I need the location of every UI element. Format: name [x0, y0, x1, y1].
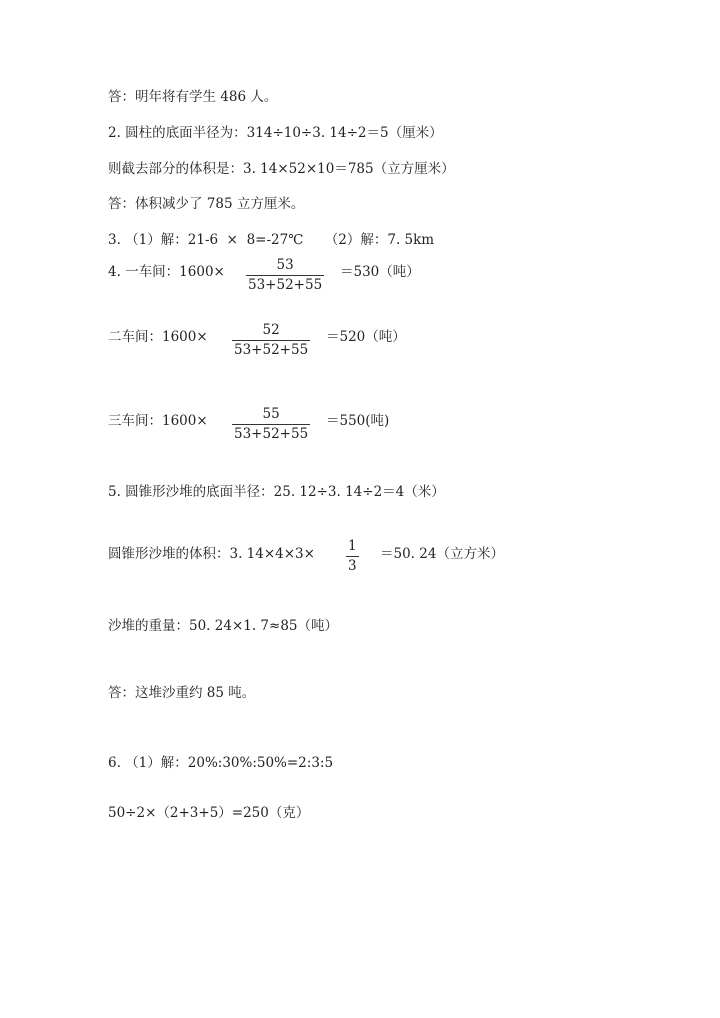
- q4-fraction-2: [232, 322, 310, 359]
- q6-ratio: 6. （1）解：20%:30%:50%=2:3:5: [108, 755, 334, 771]
- q6-calculation: 50÷2×（2+3+5）=250（克）: [108, 805, 310, 821]
- q2-volume: 则截去部分的体积是：3. 14×52×10＝785（立方厘米）: [108, 161, 455, 177]
- fraction-denominator: 53+52+55: [234, 426, 309, 442]
- fraction-bar: [232, 424, 310, 425]
- q5-volume-result: ＝50. 24（立方米）: [380, 546, 504, 562]
- fraction-denominator: 53+52+55: [234, 342, 309, 358]
- q5-weight: 沙堆的重量：50. 24×1. 7≈85（吨）: [108, 618, 339, 634]
- answer-students: 答：明年将有学生 486 人。: [108, 89, 278, 105]
- fraction-numerator: 52: [262, 322, 280, 338]
- q4-workshop1-result: ＝530（吨）: [340, 264, 420, 280]
- q5-radius: 5. 圆锥形沙堆的底面半径：25. 12÷3. 14÷2＝4（米）: [108, 484, 445, 500]
- q2-radius: 2. 圆柱的底面半径为：314÷10÷3. 14÷2＝5（厘米）: [108, 125, 443, 141]
- q5-volume-label: 圆锥形沙堆的体积：3. 14×4×3×: [108, 546, 315, 562]
- q4-workshop1-label: 4. 一车间：1600×: [108, 264, 225, 280]
- q5-fraction-third: [346, 538, 359, 575]
- q4-workshop3-result: ＝550(吨): [326, 413, 390, 429]
- q4-workshop3-label: 三车间：1600×: [108, 413, 208, 429]
- fraction-numerator: 1: [348, 538, 357, 554]
- q3-solution: 3. （1）解：21-6 × 8=-27℃ （2）解：7. 5km: [108, 232, 435, 248]
- q4-fraction-3: [232, 406, 310, 443]
- q4-fraction-1: [246, 257, 324, 294]
- fraction-denominator: 53+52+55: [248, 277, 323, 293]
- fraction-bar: [232, 340, 310, 341]
- fraction-numerator: 55: [262, 406, 280, 422]
- q4-workshop2-label: 二车间：1600×: [108, 329, 208, 345]
- fraction-bar: [246, 275, 324, 276]
- fraction-numerator: 53: [276, 257, 294, 273]
- fraction-bar: [346, 556, 359, 557]
- q5-answer: 答：这堆沙重约 85 吨。: [108, 685, 256, 701]
- q4-workshop2-result: ＝520（吨）: [326, 329, 406, 345]
- q2-answer: 答：体积减少了 785 立方厘米。: [108, 196, 305, 212]
- fraction-denominator: 3: [348, 558, 357, 574]
